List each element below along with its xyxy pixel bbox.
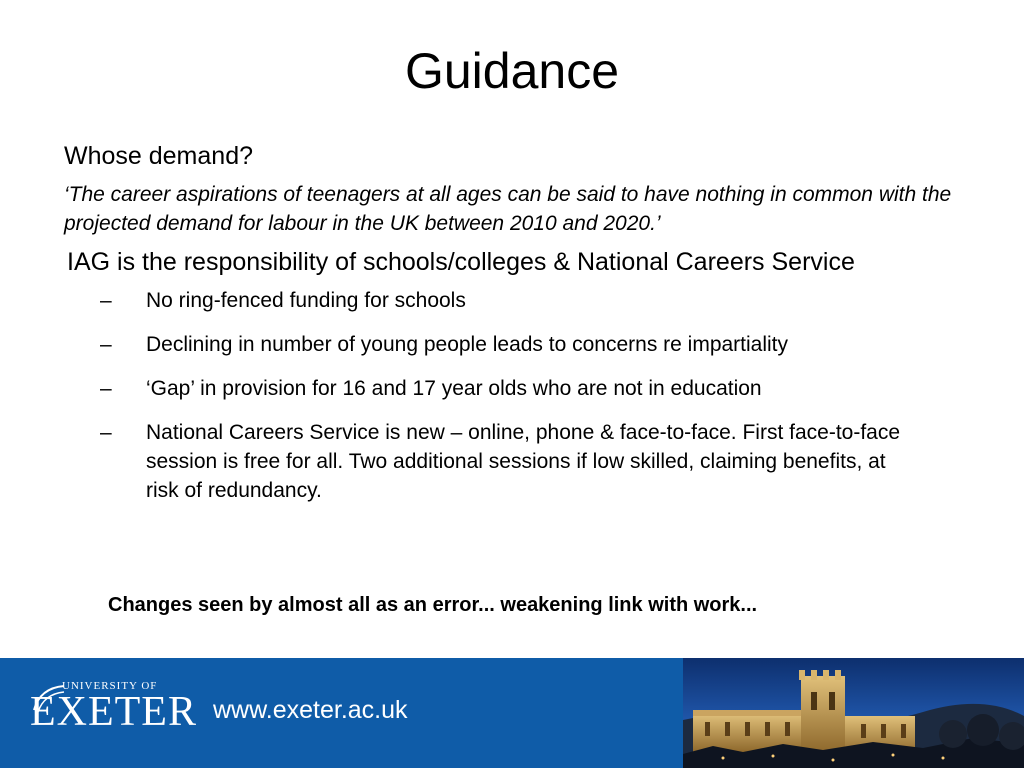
- slide-title: Guidance: [404, 43, 620, 99]
- bullet-text: ‘Gap’ in provision for 16 and 17 year olds who are not in education: [146, 377, 762, 400]
- bullet-list: [64, 286, 984, 505]
- bullet-text: National Careers Service is new – online, phone & face-to-face. First face-to-face session is free for all. Two additional sessions if low skilled, claiming benefits, at risk of redundancy.: [146, 421, 901, 502]
- logo-exeter: EXETER: [30, 689, 197, 735]
- university-logo: [30, 680, 197, 750]
- dash-marker: –: [100, 377, 112, 400]
- logo-university-of: UNIVERSITY OF: [62, 680, 158, 692]
- website-url: www.exeter.ac.uk: [213, 696, 408, 724]
- dash-marker: –: [100, 333, 112, 356]
- dash-marker: –: [100, 289, 112, 312]
- list-item: [100, 330, 916, 359]
- cathedral-photo: [683, 658, 1024, 768]
- footer-band: [0, 658, 1024, 768]
- question-text: Whose demand?: [64, 142, 254, 170]
- list-item: [100, 418, 916, 505]
- bullet-text: Declining in number of young people leads to concerns re impartiality: [146, 333, 789, 356]
- bullet-text: No ring-fenced funding for schools: [146, 289, 466, 312]
- responsibility-text: IAG is the responsibility of schools/colleges & National Careers Service: [67, 248, 855, 276]
- slide-body: [64, 138, 984, 520]
- closing-statement: Changes seen by almost all as an error... weakening link with work...: [108, 594, 758, 616]
- list-item: [100, 286, 916, 315]
- list-item: [100, 374, 916, 403]
- dash-marker: –: [100, 421, 112, 444]
- quote-text: ‘The career aspirations of teenagers at all ages can be said to have nothing in common with the projected demand for labour in the UK between 2010 and 2020.’: [64, 183, 952, 235]
- cathedral-image: [683, 658, 1024, 768]
